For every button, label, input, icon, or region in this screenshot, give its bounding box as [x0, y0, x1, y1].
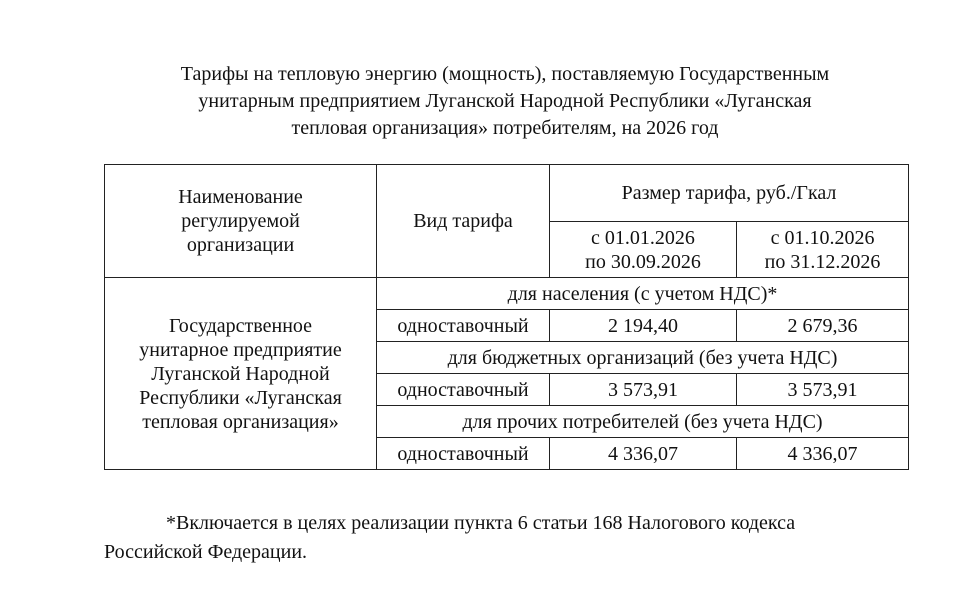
period-1-line: с 01.01.2026	[591, 226, 695, 249]
tariff-value-period-1: 2 194,40	[550, 310, 737, 342]
header-organization-line: организации	[186, 234, 295, 256]
title-line: унитарным предприятием Луганской Народной Республики «Луганская	[198, 90, 812, 112]
period-2-line: с 01.10.2026	[770, 226, 875, 249]
tariff-type-cell: одноставочный	[377, 374, 550, 406]
header-organization-line: регулируемой	[181, 210, 300, 232]
period-2-line: по 31.12.2026	[764, 250, 881, 273]
header-organization-line: Наименование	[178, 186, 303, 208]
group-label: для бюджетных организаций (без учета НДС)	[377, 342, 909, 374]
header-period-2	[737, 222, 909, 278]
tariff-value-period-1: 3 573,91	[550, 374, 737, 406]
tariff-table	[104, 164, 909, 470]
organization-name-line: Государственное	[168, 314, 313, 337]
organization-name-line: тепловая организация»	[142, 410, 339, 433]
group-row-population	[105, 278, 909, 310]
footnote-line: *Включается в целях реализации пункта 6 статьи 168 Налогового кодекса	[166, 512, 796, 534]
table-header-row	[105, 165, 909, 222]
period-1-line: по 30.09.2026	[585, 250, 701, 273]
organization-name	[105, 278, 377, 470]
organization-name-line: Республики «Луганская	[139, 386, 342, 409]
header-tariff-size: Размер тарифа, руб./Гкал	[550, 165, 909, 222]
tariff-type-cell: одноставочный	[377, 438, 550, 470]
header-tariff-type: Вид тарифа	[377, 165, 550, 278]
document-title	[60, 61, 950, 142]
footnote-line: Российской Федерации.	[104, 541, 308, 563]
organization-name-line: Луганской Народной	[151, 362, 330, 385]
title-line: Тарифы на тепловую энергию (мощность), поставляемую Государственным	[180, 63, 830, 85]
group-label: для населения (с учетом НДС)*	[377, 278, 909, 310]
tariff-value-period-2: 3 573,91	[737, 374, 909, 406]
header-period-1	[550, 222, 737, 278]
tariff-type-cell: одноставочный	[377, 310, 550, 342]
tariff-value-period-2: 2 679,36	[737, 310, 909, 342]
tariff-value-period-2: 4 336,07	[737, 438, 909, 470]
title-line: тепловая организация» потребителям, на 2026 год	[291, 117, 719, 139]
group-label: для прочих потребителей (без учета НДС)	[377, 406, 909, 438]
header-organization	[105, 165, 377, 278]
organization-name-line: унитарное предприятие	[139, 338, 342, 361]
footnote	[104, 509, 934, 567]
tariff-value-period-1: 4 336,07	[550, 438, 737, 470]
